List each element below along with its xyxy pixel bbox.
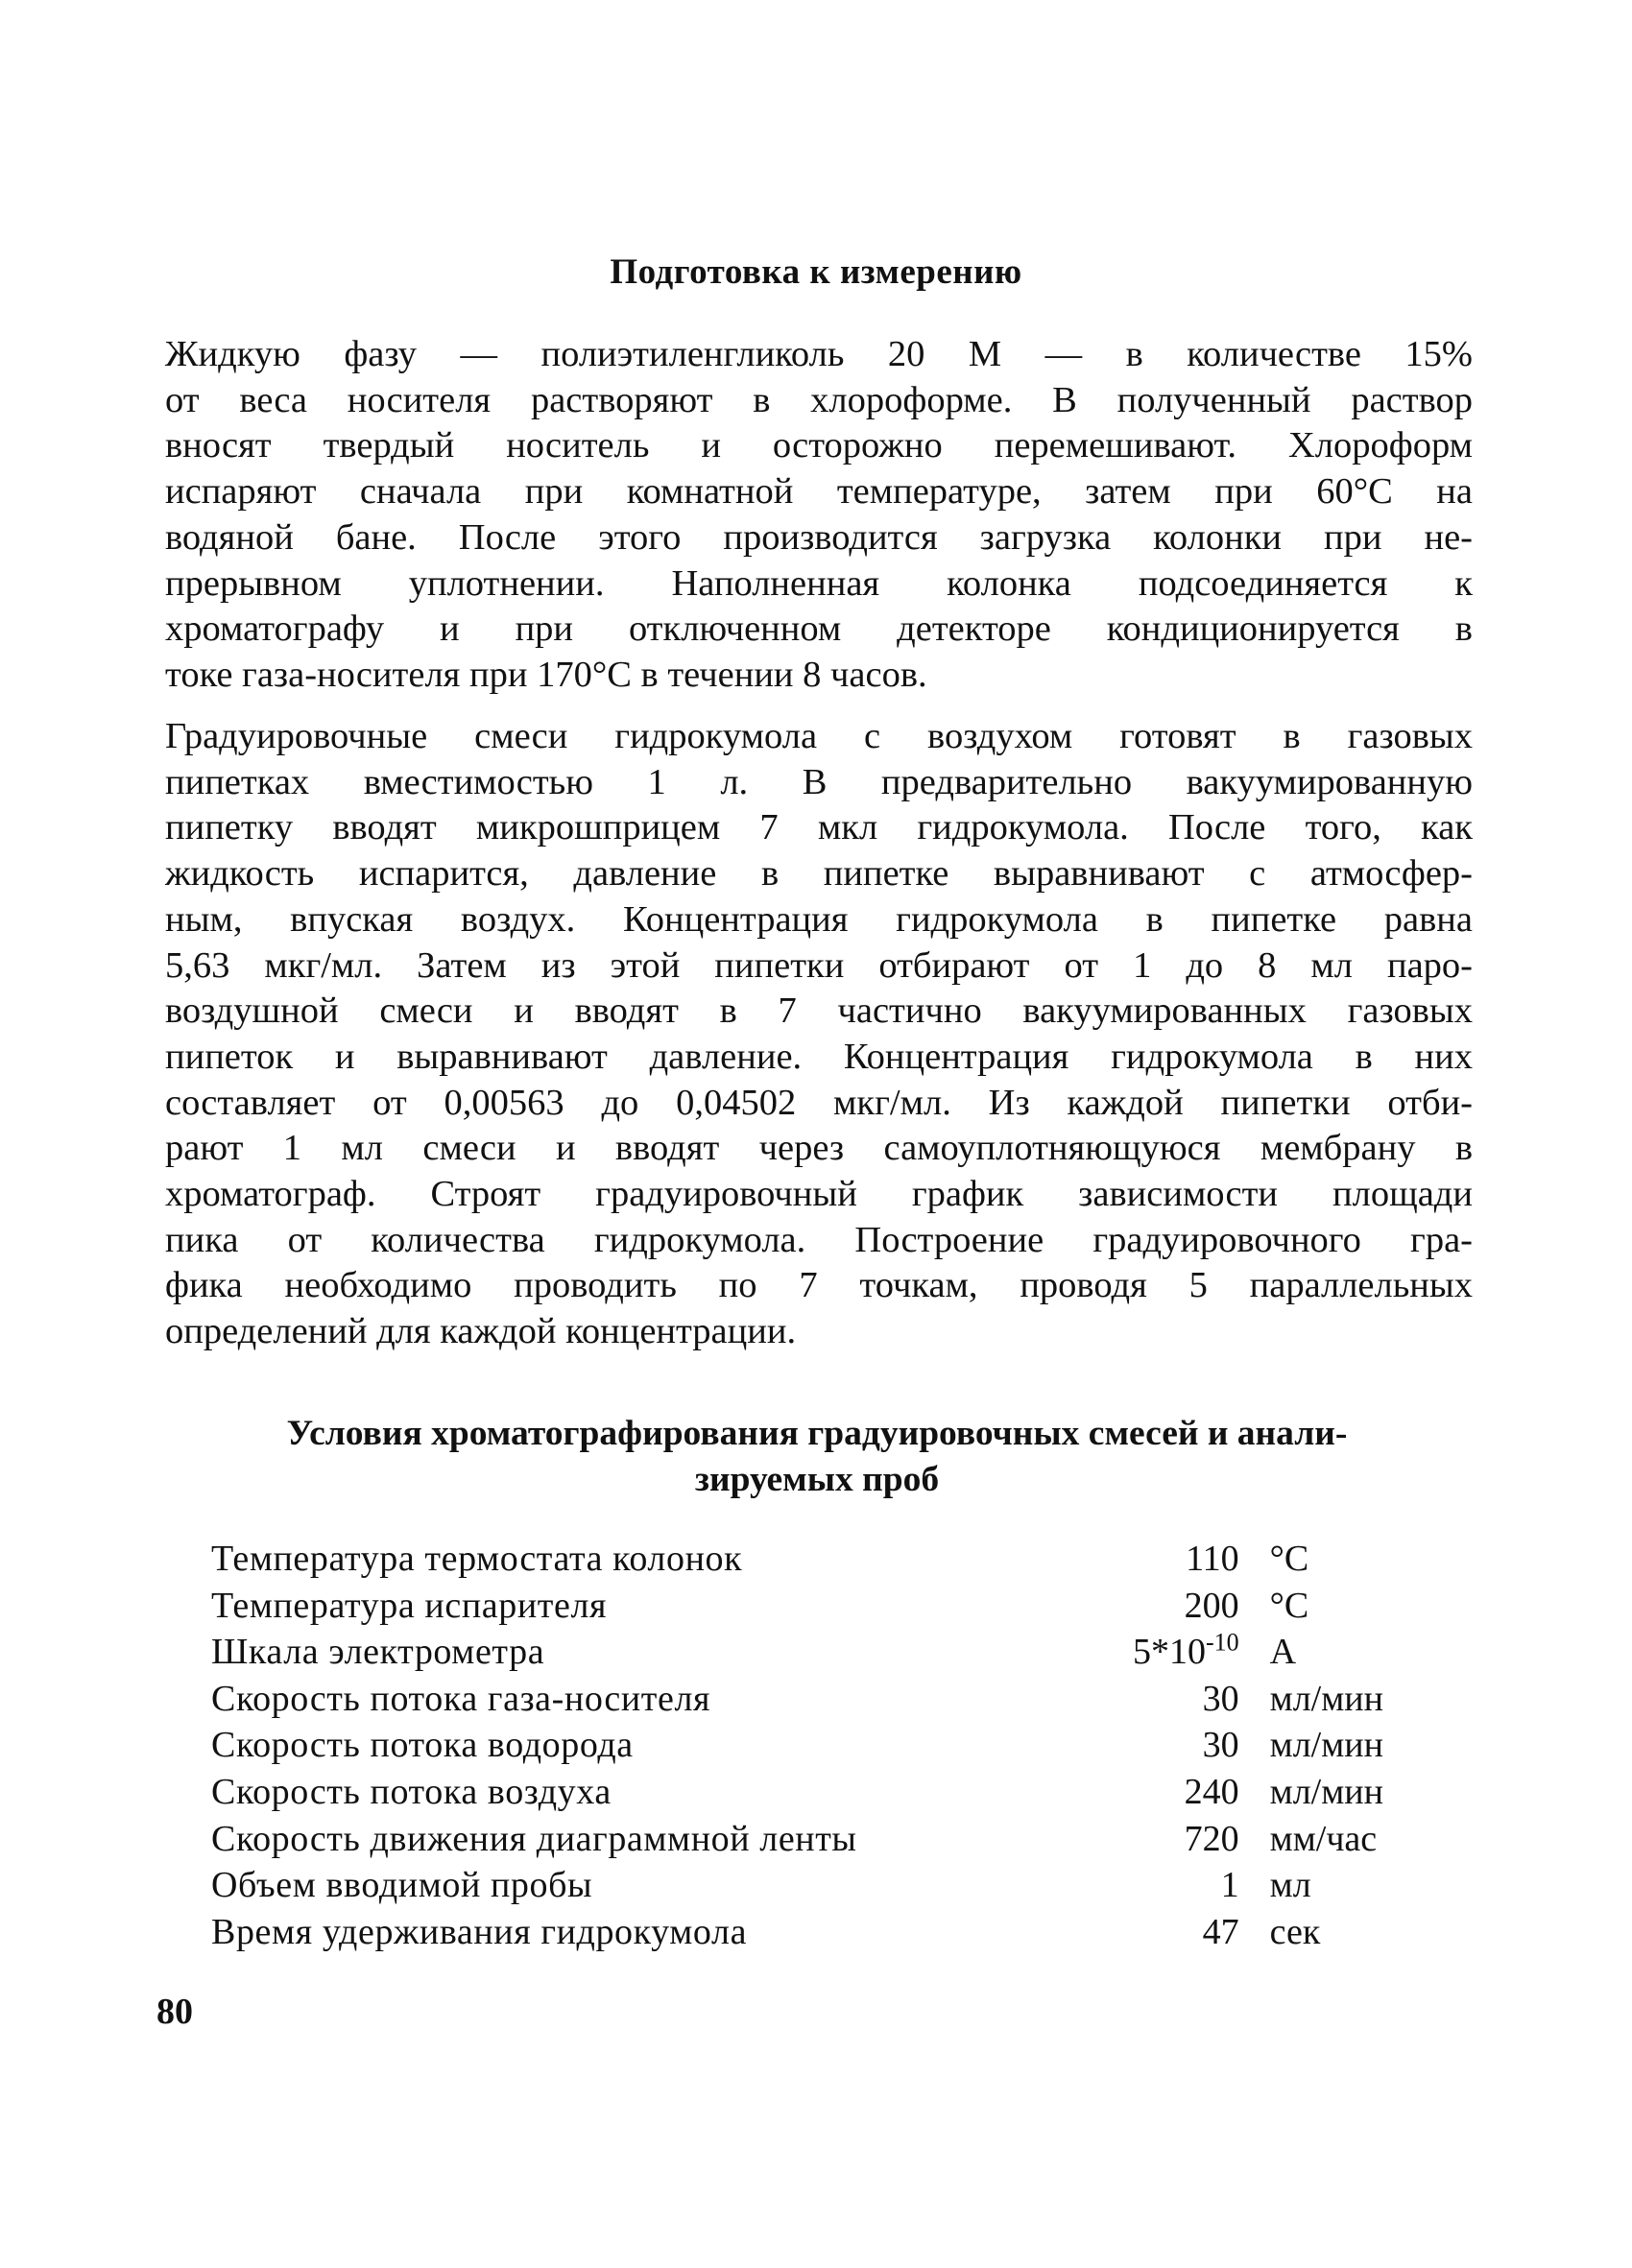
- condition-value-exponent: -10: [1206, 1628, 1239, 1657]
- condition-value: [1133, 1629, 1270, 1676]
- condition-value: 1: [1220, 1865, 1239, 1906]
- condition-name: Скорость потока газа-носителя: [211, 1678, 711, 1719]
- condition-name: Скорость движения диаграммной ленты: [211, 1818, 857, 1859]
- condition-value-base: 5*10: [1133, 1632, 1206, 1673]
- condition-name: Объем вводимой пробы: [211, 1865, 593, 1906]
- text-line: пипетках вместимостью 1 л. В предварительно вакуумированную: [165, 761, 1473, 802]
- text-line: 5,63 мкг/мл. Затем из этой пипетки отбирают от 1 до 8 мл паро-: [165, 944, 1473, 986]
- text-line: воздушной смеси и вводят в 7 частично вакуумированных газовых: [165, 991, 1473, 1032]
- text-line: водяной бане. После этого производится загрузка колонки при не-: [165, 516, 1473, 558]
- condition-value: 240: [1184, 1771, 1239, 1812]
- condition-value: 30: [1202, 1678, 1239, 1719]
- text-line: от веса носителя растворяют в хлороформе. В полученный раствор: [165, 379, 1473, 420]
- condition-name: Скорость потока водорода: [211, 1725, 634, 1766]
- table-row: [211, 1816, 1459, 1863]
- condition-value: 720: [1184, 1818, 1239, 1859]
- text-line: рают 1 мл смеси и вводят через самоуплотняющуюся мембрану в: [165, 1128, 1473, 1169]
- paragraph-liquid-phase: [165, 332, 1473, 699]
- table-row: [211, 1676, 1459, 1723]
- text-line: определений для каждой концентрации.: [165, 1311, 797, 1352]
- condition-value: 110: [1186, 1539, 1239, 1579]
- text-line: фика необходимо проводить по 7 точкам, проводя 5 параллельных: [165, 1265, 1473, 1306]
- section-title-line: Условия хроматографирования градуировочных смесей и анали-: [286, 1414, 1348, 1453]
- condition-name: Шкала электрометра: [211, 1632, 545, 1673]
- table-row: [211, 1536, 1459, 1583]
- table-row: [211, 1769, 1459, 1816]
- table-row: [211, 1583, 1459, 1630]
- condition-unit: А: [1269, 1632, 1297, 1673]
- text-line: токе газа-носителя при 170°С в течении 8 часов.: [165, 654, 927, 695]
- section-title-conditions: [163, 1411, 1471, 1503]
- section-title-preparation: Подготовка к измерению: [610, 252, 1022, 292]
- table-row: [211, 1909, 1459, 1956]
- table-row: [211, 1722, 1459, 1769]
- table-row: [211, 1629, 1459, 1676]
- condition-unit: мл/мин: [1269, 1725, 1383, 1766]
- condition-unit: мл/мин: [1269, 1678, 1383, 1719]
- text-line: пипетку вводят микрошприцем 7 мкл гидрокумола. После того, как: [165, 807, 1473, 848]
- condition-unit: мл: [1269, 1865, 1311, 1906]
- text-line: пипеток и выравнивают давление. Концентрация гидрокумола в них: [165, 1036, 1473, 1077]
- text-line: ным, впуская воздух. Концентрация гидрокумола в пипетке равна: [165, 898, 1473, 940]
- condition-name: Скорость потока воздуха: [211, 1771, 612, 1812]
- text-line: прерывном уплотнении. Наполненная колонка подсоединяется к: [165, 562, 1473, 604]
- text-line: хроматографу и при отключенном детекторе кондиционируется в: [165, 609, 1473, 650]
- condition-unit: °С: [1269, 1539, 1309, 1579]
- condition-unit: мм/час: [1269, 1818, 1378, 1859]
- condition-unit: сек: [1269, 1911, 1321, 1952]
- condition-name: Температура термостата колонок: [211, 1539, 743, 1579]
- paragraph-calibration-mixtures: [165, 714, 1473, 1355]
- condition-unit: мл/мин: [1269, 1771, 1383, 1812]
- condition-value: 200: [1184, 1585, 1239, 1626]
- page-number: 80: [156, 1992, 193, 2032]
- text-line: пика от количества гидрокумола. Построение градуировочного гра-: [165, 1219, 1473, 1260]
- text-line: Градуировочные смеси гидрокумола с воздухом готовят в газовых: [165, 716, 1473, 756]
- text-line: Жидкую фазу — полиэтиленгликоль 20 М — в количестве 15%: [165, 334, 1473, 374]
- condition-name: Температура испарителя: [211, 1585, 608, 1626]
- section-title-line: зируемых проб: [694, 1460, 940, 1499]
- text-line: жидкость испарится, давление в пипетке выравнивают с атмосфер-: [165, 853, 1473, 895]
- condition-name: Время удерживания гидрокумола: [211, 1911, 748, 1952]
- condition-unit: °С: [1269, 1585, 1309, 1626]
- text-line: составляет от 0,00563 до 0,04502 мкг/мл. Из каждой пипетки отби-: [165, 1082, 1473, 1123]
- conditions-table: [211, 1536, 1459, 1955]
- text-line: испаряют сначала при комнатной температуре, затем при 60°С на: [165, 471, 1473, 513]
- condition-value: 30: [1202, 1725, 1239, 1766]
- text-line: хроматограф. Строят градуировочный график зависимости площади: [165, 1174, 1473, 1215]
- condition-value: 47: [1202, 1911, 1239, 1952]
- table-row: [211, 1862, 1459, 1909]
- text-line: вносят твердый носитель и осторожно перемешивают. Хлороформ: [165, 425, 1473, 466]
